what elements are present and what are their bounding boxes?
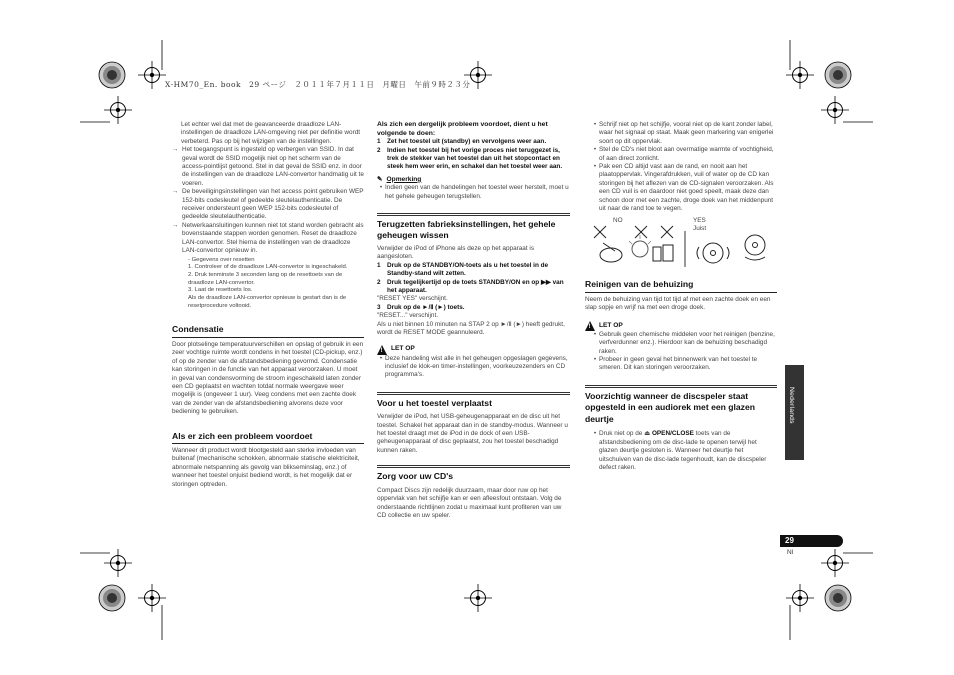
condensatie-heading: Condensatie	[172, 324, 364, 338]
no-label: NO	[613, 217, 623, 225]
eject-icon: ⏏	[644, 430, 651, 438]
dergelijk-heading: Als zich een dergelijk probleem voordoet, dient u het volgende te doen:	[377, 121, 548, 137]
arrow-item: → Het toegangspunt is ingesteld op verbergen van SSID. In dat geval wordt de SSID mogelijk niet op het scherm van de access-pointlijst getoond. Stel in dat geval de SSID enz. in door de instellingen van de draadloze LAN-convertor handmatig uit te voeren.	[172, 146, 364, 187]
cd-handling-drawing	[585, 217, 777, 269]
bullet-item: • Deze handeling wist alle in het geheugen opgeslagen gegevens, inclusief de klok-en timer-instellingen, voorkeuzezenders en CD programma's.	[379, 354, 568, 379]
intro-text: Let echter wel dat met de geavanceerde draadloze LAN-instellingen de draadloze LAN-omgeving niet per definitie wordt verbeterd. Pas op bij het wijzigen van de instellingen.	[181, 121, 361, 145]
bullet-item: • Druk niet op de ⏏ OPEN/CLOSE toets van de afstandsbediening om de disc-lade te openen terwijl het glazen deurtje gesloten is. Wanneer het deurtje het uitschuiven van de disc-lade tegenhoudt, kan de discspeler defect raken.	[593, 430, 767, 471]
warning-icon	[377, 345, 387, 355]
reset-procedure: - Gegevens over resetten 1. Controleer of de draadloze LAN-convertor is ingeschakeld. 2. Druk tenminste 3 seconden lang op de resettoets van de draadloze LAN-convertor. 3. Laat de resettoets los. Als de draadloze LAN-convertor opnieuw is gestart dan is de resetprocedure voltooid.	[188, 256, 348, 309]
step-item: 2 Druk tegelijkertijd op de toets STANDBY/ON en op ▶▶ van het apparaat.	[377, 278, 564, 295]
letop-heading: ! LET OP	[585, 321, 777, 331]
bullet-item: • Pak een CD altijd vast aan de rand, en nooit aan het plaatoppervlak. Vingerafdrukken, vuil of water op de CD kan storingen bij het aflezen van de CD-signalen veroorzaken. Als een CD vuil is en daardoor niet goed speelt, maak deze dan schoon door met een zachte, droge doek van het middenpunt uit naar de rand toe te vegen.	[593, 163, 774, 213]
page-number: 29	[785, 536, 794, 545]
step-item: 1 Druk op de STANDBY/ON-toets als u het toestel in de Standby-stand wilt zetten.	[377, 261, 549, 278]
arrow-icon: →	[172, 146, 179, 154]
arrow-item: → De beveiligingsinstellingen van het access point gebruiken WEP 152-bits codesleutel of gedeelde sleutelauthenticatie. De receiver ondersteunt geen WEP 152-bits codesleutel of gedeelde sleutelauthenticatie.	[172, 188, 364, 221]
running-header: X-HM70_En. book 29 ページ ２０１１年７月１１日 月曜日 午前９時２３分	[165, 80, 471, 89]
bullet-item: • Stel de CD's niet bloot aan overmatige warmte of vochtigheid, of aan direct zonlicht.	[593, 146, 774, 162]
bullet-item: • Schrijf niet op het schijfje, vooral niet op de kant zonder label, waar het signaal op staat. Maak geen markering van enigerlei soort op dit oppervlak.	[593, 121, 774, 145]
letop-heading: ! LET OP	[377, 345, 570, 355]
cds-heading: Zorg voor uw CD's	[377, 465, 570, 484]
bullet-item: • Probeer in geen geval het binnenwerk van het toestel te smeren. Dit kan storingen veroorzaken.	[593, 356, 758, 372]
opmerking-heading: ✎ Opmerking	[377, 175, 422, 183]
voorzichtig-heading: Voorzichtig wanneer de discspeler staat opgesteld in een audiorek met een glazen deurtje	[585, 385, 777, 428]
yes-label: YES	[693, 217, 706, 225]
step-item: 3 Druk op de ►/Ⅱ (►) toets.	[377, 303, 465, 311]
cd-handling-illustration	[585, 217, 777, 269]
pencil-icon: ✎	[377, 175, 383, 183]
bullet-item: • Gebruik geen chemische middelen voor het reinigen (benzine, verfverdunner enz.). Hierdoor kan de behuizing beschadigd raken.	[593, 330, 775, 355]
probleem-text: Wanneer dit product wordt blootgesteld aan sterke invloeden van buitenaf (mechanische schokken, abnormale statische elektriciteit, abnormale netspanning als gevolg van blikseminslag, enz.) of wanneer het toestel onjuist bediend wordt, is het mogelijk dat er storingen optreden.	[172, 447, 360, 488]
arrow-icon: →	[172, 221, 179, 229]
fabriek-heading: Terugzetten fabrieksinstellingen, het gehele geheugen wissen	[377, 213, 570, 242]
behuizing-heading: Reinigen van de behuizing	[585, 279, 777, 293]
juist-label: Juist	[693, 225, 707, 233]
condensatie-text: Door plotselinge temperatuurverschillen en opslag of gebruik in een zeer vochtige ruimte wordt condens in het toestel (CD-pickup, enz.) of op de zender van de afstandsbediening gevormd. Condensatie kan storingen in de functie van het apparaat veroorzaken. U moet in geval van condensvorming de stroom ingeschakeld laten zonder een CD geplaatst en wachten totdat normale weergave weer mogelijk is (ongeveer 1 uur). Veeg condens met een zachte doek van de zender van de afstandsbediening alvorens deze voor bediening te gebruiken.	[172, 340, 364, 416]
step-item: 2 Indien het toestel bij het vorige proces niet teruggezet is, trek de stekker van het toestel dan uit het stopcontact en steek hem weer erin, en schakel dan het toestel weer aan.	[377, 146, 563, 171]
page-language: Nl	[787, 549, 794, 556]
warning-icon	[585, 321, 595, 331]
arrow-icon: →	[172, 188, 179, 196]
column-3: • Schrijf niet op het schijfje, vooral niet op de kant zonder label, waar het signaal op staat. Maak geen markering van enigerlei soort op dit oppervlak. • Stel de CD's niet bloot aan overmatige warmte of vochtigheid, of aan direct zonlicht. • Pak een CD altijd vast aan de rand, en nooit aan het plaatoppervlak. Vingerafdrukken, vuil of water op de CD kan storingen bij het aflezen van de CD-signalen veroorzaken. Als een CD vuil is en daardoor niet goed speelt, maak deze dan schoon door met een zachte, droge doek van het middenpunt uit naar de rand toe te vegen. NO YES Juist Reinigen van de behuizing Neem de behuizing van tijd tot tijd af met een zachte doek en een slap sopje en wrijf na met een droge doek. ! LET OP • Gebruik geen chemische middelen voor het reinigen (benzine, verfverdunner enz.). Hierdoor kan de behuizing beschadigd raken. • Probeer in geen geval het binnenwerk van het toestel te smeren. Dit kan storingen veroorzaken. Voorzichtig wanneer de discspeler staat opgesteld in een audiorek met een glazen deurtje • Druk niet op de ⏏ OPEN/CLOSE toets van de afstandsbediening om de disc-lade te openen terwijl het glazen deurtje gesloten is. Wanneer het deurtje het uitschuiven van de disc-lade tegenhoudt, kan de discspeler defect raken.	[585, 121, 777, 472]
column-2: Als zich een dergelijk probleem voordoet, dient u het volgende te doen: 1 Zet het toestel uit (standby) en vervolgens weer aan. 2 Indien het toestel bij het vorige proces niet teruggezet is, trek de stekker van het toestel dan uit het stopcontact en steek hem weer erin, en schakel dan het toestel weer aan. ✎ Opmerking • Indien geen van de handelingen het toestel weer herstelt, moet u het gehele geheugen terugstellen. Terugzetten fabrieksinstellingen, het gehele geheugen wissen Verwijder de iPod of iPhone als deze op het apparaat is aangesloten. 1 Druk op de STANDBY/ON-toets als u het toestel in de Standby-stand wilt zetten. 2 Druk tegelijkertijd op de toets STANDBY/ON en op ▶▶ van het apparaat. "RESET YES" verschijnt. 3 Druk op de ►/Ⅱ (►) toets. "RESET..." verschijnt. Als u niet binnen 10 minuten na STAP 2 op ►/Ⅱ (►) heeft gedrukt, wordt de RESET MODE geannuleerd. ! LET OP • Deze handeling wist alle in het geheugen opgeslagen gegevens, inclusief de klok-en timer-instellingen, voorkeuzezenders en CD programma's. Voor u het toestel verplaatst Verwijder de iPod, het USB-geheugenapparaat en de disc uit het toestel. Schakel het apparaat dan in de standby-modus. Wanneer u het toestel draagt met de iPod in de dock of een USB-geheugenapparaat of disc geplaatst, zou het toestel beschadigd kunnen raken. Zorg voor uw CD's Compact Discs zijn redelijk duurzaam, maar door ruw op het oppervlak van het schijfje kan er een afleesfout ontstaan. Volg de onderstaande richtlijnen zodat u maximaal kunt profiteren van uw CD collectie en uw speler.	[377, 121, 570, 520]
bullet-item: • Indien geen van de handelingen het toestel weer herstelt, moet u het gehele geheugen terugstellen.	[379, 184, 569, 200]
step-item: 1 Zet het toestel uit (standby) en vervolgens weer aan.	[377, 138, 547, 146]
probleem-heading: Als er zich een probleem voordoet	[172, 431, 364, 445]
column-1	[172, 121, 364, 489]
arrow-item: → Netwerkaansluitingen kunnen niet tot stand worden gebracht als bovenstaande stappen worden genomen. Reset de draadloze LAN-convertor. Stel hierna de instellingen van de draadloze LAN-convertor opnieuw in.	[172, 221, 364, 255]
verplaatst-heading: Voor u het toestel verplaatst	[377, 392, 570, 411]
language-tab: Nederlands	[785, 365, 804, 460]
